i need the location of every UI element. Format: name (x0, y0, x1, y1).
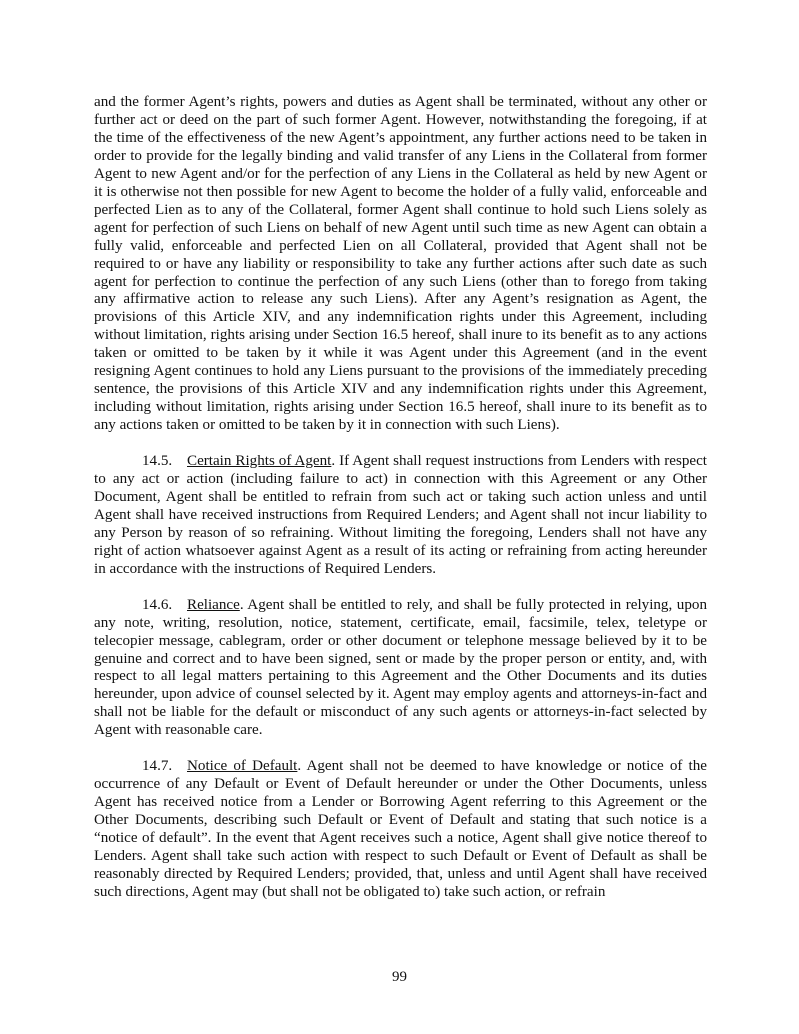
continuation-paragraph: and the former Agent’s rights, powers and duties as Agent shall be terminated, without any other or further act or deed on the part of such former Agent. However, notwithstanding the foregoing, if at the time of the effectiveness of the new Agent’s appointment, any further actions need to be taken in order to provide for the legally binding and valid transfer of any Liens in the Collateral from former Agent to new Agent and/or for the perfection of any Liens in the Collateral as held by new Agent or it is otherwise not then possible for new Agent to become the holder of a fully valid, enforceable and perfected Lien as to any of the Collateral, former Agent shall continue to hold such Liens solely as agent for perfection of such Liens on behalf of new Agent until such time as new Agent can obtain a fully valid, enforceable and perfected Lien on all Collateral, provided that Agent shall not be required to or have any liability or responsibility to take any further actions after such date as such agent for perfection to continue the perfection of any such Liens (other than to forego from taking any affirmative action to release any such Liens). After any Agent’s resignation as Agent, the provisions of this Article XIV, and any indemnification rights under this Agreement, including without limitation, rights arising under Section 16.5 hereof, shall inure to its benefit as to any actions taken or omitted to be taken by it while it was Agent under this Agreement (and in the event resigning Agent continues to hold any Liens pursuant to the provisions of the immediately preceding sentence, the provisions of this Article XIV and any indemnification rights under this Agreement, including without limitation, rights arising under Section 16.5 hereof, shall inure to its benefit as to any actions taken or omitted to be taken by it in connection with such Liens). (94, 94, 707, 434)
document-page (94, 94, 707, 920)
section-number: 14.5. (142, 453, 173, 470)
section-number: 14.6. (142, 596, 173, 613)
page-number: 99 (392, 969, 407, 985)
section-title: Certain Rights of Agent (187, 453, 332, 470)
section-body: . Agent shall not be deemed to have knowledge or notice of the occurrence of any Default or Event of Default hereunder or under the Other Documents, unless Agent has received notice from a Lender or Borrowing Agent referring to this Agreement or the Other Documents, describing such Default or Event of Default and stating that such notice is a “notice of default”. In the event that Agent receives such a notice, Agent shall give notice thereof to Lenders. Agent shall take such action with respect to such Default or Event of Default as shall be reasonably directed by Required Lenders; provided, that, unless and until Agent shall have received such directions, Agent may (but shall not be obligated to) take such action, or refrain (94, 758, 707, 900)
section-body: . Agent shall be entitled to rely, and shall be fully protected in relying, upon any note, writing, resolution, notice, statement, certificate, email, facsimile, telex, teletype or telecopier message, cablegram, order or other document or telephone message believed by it to be genuine and correct and to have been signed, sent or made by the proper person or entity, and, with respect to all legal matters pertaining to this Agreement and the Other Documents and its duties hereunder, upon advice of counsel selected by it. Agent may employ agents and attorneys-in-fact and shall not be liable for the default or misconduct of any such agents or attorneys-in-fact selected by Agent with reasonable care. (94, 596, 707, 739)
section-14-7 (94, 758, 707, 902)
section-14-6 (94, 597, 707, 741)
section-body: . If Agent shall request instructions from Lenders with respect to any act or action (including failure to act) in connection with this Agreement or any Other Document, Agent shall be entitled to refrain from such act or taking such action unless and until Agent shall have received instructions from Required Lenders; and Agent shall not incur liability to any Person by reason of so refraining. Without limiting the foregoing, Lenders shall not have any right of action whatsoever against Agent as a result of its acting or refraining from acting hereunder in accordance with the instructions of Required Lenders. (94, 453, 707, 577)
section-14-5 (94, 453, 707, 579)
section-title: Notice of Default (187, 758, 298, 775)
section-number: 14.7. (142, 758, 173, 775)
section-title: Reliance (187, 596, 240, 613)
